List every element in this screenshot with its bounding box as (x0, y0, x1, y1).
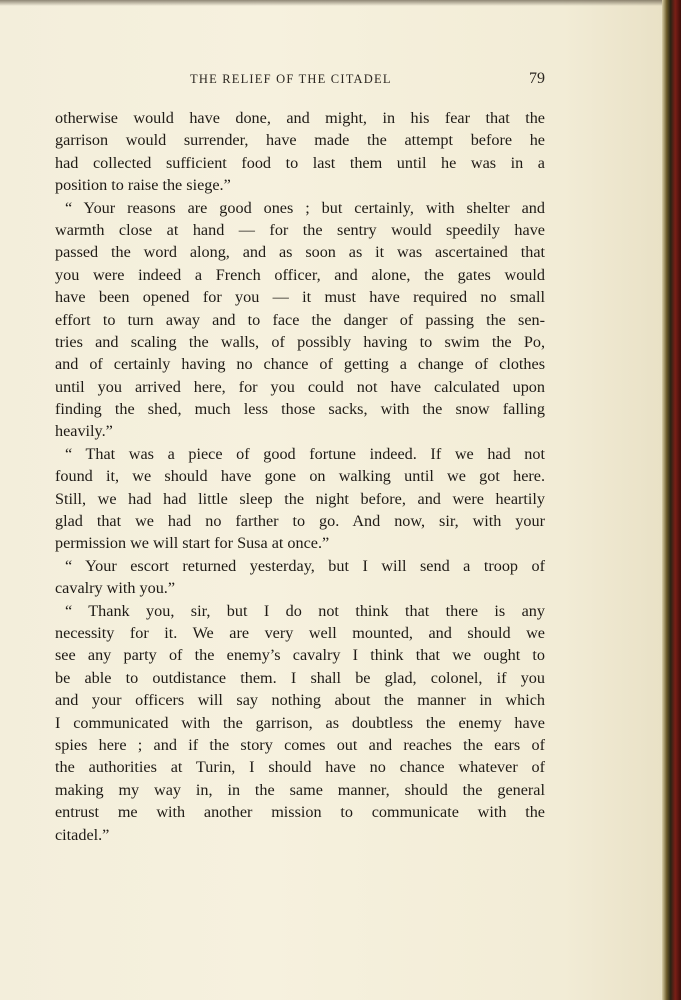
running-head: THE RELIEF OF THE CITADEL (190, 72, 392, 86)
text-line: found it, we should have gone on walking until we got here. (55, 467, 545, 486)
text-line: effort to turn away and to face the danger of passing the sen- (55, 310, 545, 329)
text-line: citadel.” (55, 825, 110, 844)
text-line: otherwise would have done, and might, in his fear that the (55, 109, 545, 127)
text-line: glad that we had no farther to go. And now, sir, with your (55, 512, 545, 531)
text-line: permission we will start for Susa at once.” (55, 534, 330, 553)
text-line: and of certainly having no chance of getting a change of clothes (55, 355, 545, 374)
text-line: had collected sufficient food to last them until he was in a (55, 153, 545, 172)
text-line: “ Thank you, sir, but I do not think that there is any (65, 601, 545, 620)
text-line: I communicated with the garrison, as doubtless the enemy have (55, 713, 545, 732)
text-line: and your officers will say nothing about the manner in which (55, 691, 545, 710)
text-line: position to raise the siege.” (55, 176, 231, 195)
text-line: tries and scaling the walls, of possibly having to swim the Po, (55, 332, 545, 351)
page-header (55, 70, 545, 92)
top-shadow (0, 0, 662, 6)
text-line: entrust me with another mission to communicate with the (55, 803, 545, 822)
page-number: 79 (529, 70, 545, 87)
text-line: have been opened for you — it must have required no small (55, 288, 545, 307)
text-line: garrison would surrender, have made the attempt before he (55, 131, 545, 150)
text-line: “ Your reasons are good ones ; but certainly, with shelter and (65, 198, 545, 217)
text-line: warmth close at hand — for the sentry would speedily have (55, 220, 545, 239)
text-line: finding the shed, much less those sacks, with the snow falling (55, 400, 545, 419)
text-line: “ That was a piece of good fortune indeed. If we had not (65, 444, 545, 463)
text-line: heavily.” (55, 422, 113, 441)
text-line: be able to outdistance them. I shall be glad, colonel, if you (55, 668, 545, 687)
body-text (55, 107, 545, 846)
text-line: you were indeed a French officer, and alone, the gates would (55, 265, 545, 284)
text-line: the authorities at Turin, I should have no chance whatever of (55, 758, 545, 777)
text-line: see any party of the enemy’s cavalry I think that we ought to (55, 646, 545, 665)
text-line: Still, we had had little sleep the night before, and were heartily (55, 489, 545, 508)
text-line: passed the word along, and as soon as it was ascertained that (55, 243, 545, 262)
text-line: making my way in, in the same manner, should the general (55, 780, 545, 799)
text-line: cavalry with you.” (55, 579, 176, 598)
text-line: until you arrived here, for you could not have calculated upon (55, 377, 545, 396)
book-binding-edge (662, 0, 681, 1000)
text-line: “ Your escort returned yesterday, but I will send a troop of (65, 556, 545, 575)
text-line: spies here ; and if the story comes out and reaches the ears of (55, 735, 545, 754)
text-line: necessity for it. We are very well mounted, and should we (55, 623, 545, 642)
